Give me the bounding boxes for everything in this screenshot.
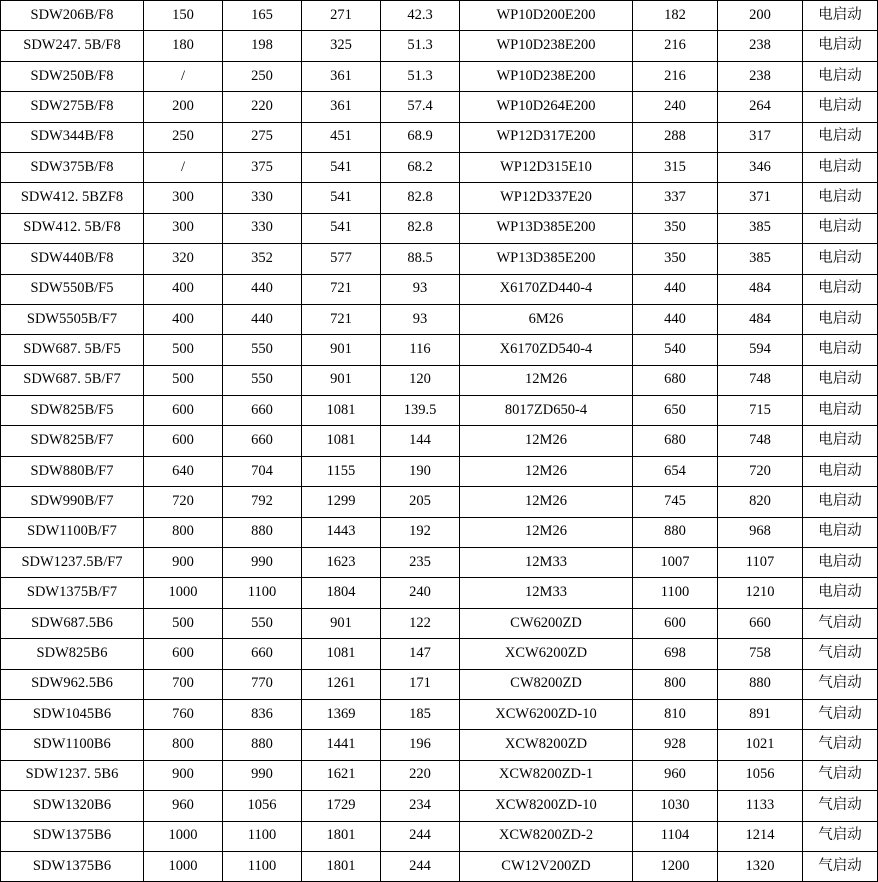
- cell-c2: 375: [223, 152, 302, 182]
- cell-c4: 120: [381, 365, 460, 395]
- cell-c3: 1621: [302, 760, 381, 790]
- cell-c2: 352: [223, 244, 302, 274]
- cell-c6: 594: [718, 335, 803, 365]
- cell-start-mode: 电启动: [803, 548, 878, 578]
- cell-c3: 1369: [302, 699, 381, 729]
- cell-start-mode: 气启动: [803, 791, 878, 821]
- cell-start-mode: 电启动: [803, 365, 878, 395]
- cell-engine: 8017ZD650-4: [460, 396, 633, 426]
- cell-c5: 240: [633, 92, 718, 122]
- table-row: [1, 1, 878, 31]
- cell-start-mode: 气启动: [803, 639, 878, 669]
- cell-model: SDW1237.5B/F7: [1, 548, 144, 578]
- cell-model: SDW825B/F7: [1, 426, 144, 456]
- cell-c5: 350: [633, 213, 718, 243]
- table-row: [1, 244, 878, 274]
- cell-c3: 901: [302, 365, 381, 395]
- cell-c6: 1214: [718, 821, 803, 851]
- cell-c4: 42.3: [381, 1, 460, 31]
- cell-c4: 220: [381, 760, 460, 790]
- cell-model: SDW825B6: [1, 639, 144, 669]
- cell-c4: 51.3: [381, 31, 460, 61]
- cell-c2: 660: [223, 396, 302, 426]
- cell-start-mode: 电启动: [803, 335, 878, 365]
- table-row: [1, 578, 878, 608]
- cell-c3: 1261: [302, 669, 381, 699]
- cell-c2: 440: [223, 304, 302, 334]
- table-row: [1, 639, 878, 669]
- table-row: [1, 608, 878, 638]
- cell-c1: 250: [144, 122, 223, 152]
- cell-model: SDW962.5B6: [1, 669, 144, 699]
- cell-c4: 68.2: [381, 152, 460, 182]
- cell-c4: 82.8: [381, 183, 460, 213]
- cell-c1: 200: [144, 92, 223, 122]
- cell-c5: 315: [633, 152, 718, 182]
- table-row: [1, 699, 878, 729]
- cell-c5: 654: [633, 456, 718, 486]
- cell-c5: 650: [633, 396, 718, 426]
- cell-c3: 901: [302, 335, 381, 365]
- cell-c3: 1804: [302, 578, 381, 608]
- cell-c3: 721: [302, 304, 381, 334]
- cell-engine: XCW8200ZD-2: [460, 821, 633, 851]
- table-row: [1, 517, 878, 547]
- cell-c5: 440: [633, 304, 718, 334]
- cell-engine: X6170ZD440-4: [460, 274, 633, 304]
- cell-c6: 385: [718, 213, 803, 243]
- cell-c5: 1104: [633, 821, 718, 851]
- table-row: [1, 760, 878, 790]
- cell-c2: 704: [223, 456, 302, 486]
- cell-c4: 185: [381, 699, 460, 729]
- table-row: [1, 152, 878, 182]
- table-row: [1, 365, 878, 395]
- cell-c4: 244: [381, 821, 460, 851]
- cell-c4: 88.5: [381, 244, 460, 274]
- cell-c4: 235: [381, 548, 460, 578]
- cell-c4: 147: [381, 639, 460, 669]
- cell-c5: 810: [633, 699, 718, 729]
- cell-c1: 180: [144, 31, 223, 61]
- cell-engine: CW12V200ZD: [460, 851, 633, 881]
- cell-c4: 93: [381, 274, 460, 304]
- cell-model: SDW990B/F7: [1, 487, 144, 517]
- cell-c6: 1056: [718, 760, 803, 790]
- cell-c5: 440: [633, 274, 718, 304]
- cell-c4: 234: [381, 791, 460, 821]
- table-row: [1, 31, 878, 61]
- cell-c4: 205: [381, 487, 460, 517]
- cell-start-mode: 电启动: [803, 244, 878, 274]
- cell-engine: WP12D315E10: [460, 152, 633, 182]
- cell-engine: WP10D264E200: [460, 92, 633, 122]
- cell-c4: 51.3: [381, 61, 460, 91]
- cell-c3: 1729: [302, 791, 381, 821]
- cell-model: SDW412. 5BZF8: [1, 183, 144, 213]
- cell-model: SDW687. 5B/F5: [1, 335, 144, 365]
- cell-c1: 1000: [144, 821, 223, 851]
- cell-engine: WP13D385E200: [460, 213, 633, 243]
- cell-c1: 700: [144, 669, 223, 699]
- cell-c5: 680: [633, 365, 718, 395]
- cell-c5: 800: [633, 669, 718, 699]
- cell-c5: 350: [633, 244, 718, 274]
- cell-model: SDW687.5B6: [1, 608, 144, 638]
- cell-engine: 12M33: [460, 548, 633, 578]
- cell-c1: 500: [144, 335, 223, 365]
- cell-c5: 600: [633, 608, 718, 638]
- cell-c5: 540: [633, 335, 718, 365]
- cell-engine: XCW6200ZD: [460, 639, 633, 669]
- cell-c4: 190: [381, 456, 460, 486]
- table-row: [1, 851, 878, 881]
- cell-c3: 1081: [302, 639, 381, 669]
- cell-model: SDW1375B6: [1, 821, 144, 851]
- cell-c5: 698: [633, 639, 718, 669]
- cell-model: SDW550B/F5: [1, 274, 144, 304]
- cell-start-mode: 气启动: [803, 608, 878, 638]
- cell-c3: 541: [302, 183, 381, 213]
- table-row: [1, 456, 878, 486]
- cell-c1: 1000: [144, 851, 223, 881]
- cell-c1: 960: [144, 791, 223, 821]
- cell-model: SDW1375B6: [1, 851, 144, 881]
- cell-c4: 116: [381, 335, 460, 365]
- cell-c6: 1320: [718, 851, 803, 881]
- cell-c3: 325: [302, 31, 381, 61]
- cell-c4: 93: [381, 304, 460, 334]
- table-row: [1, 487, 878, 517]
- cell-c1: 600: [144, 639, 223, 669]
- cell-c1: 320: [144, 244, 223, 274]
- table-row: [1, 92, 878, 122]
- cell-c6: 820: [718, 487, 803, 517]
- cell-c2: 1100: [223, 851, 302, 881]
- cell-c1: 900: [144, 760, 223, 790]
- cell-c1: 900: [144, 548, 223, 578]
- cell-start-mode: 电启动: [803, 274, 878, 304]
- cell-c1: 600: [144, 426, 223, 456]
- cell-c2: 220: [223, 92, 302, 122]
- cell-c6: 891: [718, 699, 803, 729]
- cell-c1: 300: [144, 213, 223, 243]
- cell-c1: 500: [144, 608, 223, 638]
- cell-c6: 715: [718, 396, 803, 426]
- cell-c1: 640: [144, 456, 223, 486]
- cell-model: SDW1320B6: [1, 791, 144, 821]
- cell-c3: 577: [302, 244, 381, 274]
- cell-c2: 550: [223, 335, 302, 365]
- cell-c2: 880: [223, 517, 302, 547]
- cell-c5: 960: [633, 760, 718, 790]
- table-row: [1, 183, 878, 213]
- cell-c2: 990: [223, 548, 302, 578]
- cell-start-mode: 电启动: [803, 213, 878, 243]
- cell-model: SDW412. 5B/F8: [1, 213, 144, 243]
- cell-engine: XCW6200ZD-10: [460, 699, 633, 729]
- cell-c6: 238: [718, 61, 803, 91]
- cell-model: SDW1100B6: [1, 730, 144, 760]
- cell-engine: 12M33: [460, 578, 633, 608]
- table-row: [1, 730, 878, 760]
- cell-c6: 264: [718, 92, 803, 122]
- cell-c5: 1030: [633, 791, 718, 821]
- cell-c2: 990: [223, 760, 302, 790]
- cell-model: SDW275B/F8: [1, 92, 144, 122]
- cell-engine: 12M26: [460, 456, 633, 486]
- cell-c3: 901: [302, 608, 381, 638]
- cell-c5: 928: [633, 730, 718, 760]
- cell-c4: 57.4: [381, 92, 460, 122]
- cell-c2: 330: [223, 213, 302, 243]
- cell-c3: 721: [302, 274, 381, 304]
- table-row: [1, 548, 878, 578]
- cell-c2: 440: [223, 274, 302, 304]
- cell-start-mode: 气启动: [803, 730, 878, 760]
- cell-c5: 680: [633, 426, 718, 456]
- cell-c2: 792: [223, 487, 302, 517]
- cell-start-mode: 电启动: [803, 31, 878, 61]
- table-row: [1, 61, 878, 91]
- cell-c2: 165: [223, 1, 302, 31]
- cell-start-mode: 电启动: [803, 304, 878, 334]
- cell-c2: 250: [223, 61, 302, 91]
- cell-c6: 385: [718, 244, 803, 274]
- cell-c2: 330: [223, 183, 302, 213]
- table-row: [1, 335, 878, 365]
- cell-engine: XCW8200ZD-1: [460, 760, 633, 790]
- cell-c4: 171: [381, 669, 460, 699]
- cell-c4: 196: [381, 730, 460, 760]
- cell-engine: 12M26: [460, 517, 633, 547]
- cell-c1: 800: [144, 730, 223, 760]
- cell-model: SDW250B/F8: [1, 61, 144, 91]
- cell-model: SDW1100B/F7: [1, 517, 144, 547]
- cell-model: SDW1375B/F7: [1, 578, 144, 608]
- cell-c3: 1299: [302, 487, 381, 517]
- cell-engine: XCW8200ZD-10: [460, 791, 633, 821]
- cell-model: SDW1045B6: [1, 699, 144, 729]
- cell-engine: WP10D238E200: [460, 61, 633, 91]
- cell-c2: 1100: [223, 821, 302, 851]
- cell-c3: 1441: [302, 730, 381, 760]
- cell-c1: 800: [144, 517, 223, 547]
- cell-engine: 12M26: [460, 487, 633, 517]
- cell-c2: 660: [223, 639, 302, 669]
- cell-engine: WP12D337E20: [460, 183, 633, 213]
- table-row: [1, 122, 878, 152]
- table-row: [1, 821, 878, 851]
- cell-c6: 1210: [718, 578, 803, 608]
- cell-engine: CW8200ZD: [460, 669, 633, 699]
- cell-c6: 484: [718, 274, 803, 304]
- cell-start-mode: 气启动: [803, 699, 878, 729]
- cell-c2: 550: [223, 365, 302, 395]
- cell-model: SDW375B/F8: [1, 152, 144, 182]
- cell-c4: 68.9: [381, 122, 460, 152]
- cell-c5: 1100: [633, 578, 718, 608]
- cell-model: SDW825B/F5: [1, 396, 144, 426]
- cell-c3: 1801: [302, 851, 381, 881]
- cell-engine: XCW8200ZD: [460, 730, 633, 760]
- cell-c4: 244: [381, 851, 460, 881]
- cell-start-mode: 电启动: [803, 152, 878, 182]
- cell-c3: 271: [302, 1, 381, 31]
- cell-c5: 1007: [633, 548, 718, 578]
- cell-engine: 12M26: [460, 365, 633, 395]
- cell-c6: 1133: [718, 791, 803, 821]
- cell-engine: 12M26: [460, 426, 633, 456]
- cell-c6: 317: [718, 122, 803, 152]
- table-row: [1, 274, 878, 304]
- cell-c2: 660: [223, 426, 302, 456]
- cell-model: SDW440B/F8: [1, 244, 144, 274]
- cell-c6: 484: [718, 304, 803, 334]
- table-row: [1, 396, 878, 426]
- cell-c6: 660: [718, 608, 803, 638]
- cell-c5: 1200: [633, 851, 718, 881]
- cell-c3: 1801: [302, 821, 381, 851]
- table-row: [1, 304, 878, 334]
- cell-start-mode: 气启动: [803, 669, 878, 699]
- cell-c5: 216: [633, 31, 718, 61]
- cell-start-mode: 气启动: [803, 851, 878, 881]
- cell-engine: WP10D238E200: [460, 31, 633, 61]
- cell-c6: 720: [718, 456, 803, 486]
- cell-engine: WP10D200E200: [460, 1, 633, 31]
- cell-c1: 500: [144, 365, 223, 395]
- cell-model: SDW880B/F7: [1, 456, 144, 486]
- cell-c6: 1107: [718, 548, 803, 578]
- cell-start-mode: 电启动: [803, 92, 878, 122]
- cell-start-mode: 电启动: [803, 61, 878, 91]
- cell-model: SDW1237. 5B6: [1, 760, 144, 790]
- cell-c6: 880: [718, 669, 803, 699]
- cell-start-mode: 电启动: [803, 396, 878, 426]
- cell-start-mode: 电启动: [803, 456, 878, 486]
- cell-c3: 1081: [302, 426, 381, 456]
- cell-c6: 1021: [718, 730, 803, 760]
- cell-engine: WP13D385E200: [460, 244, 633, 274]
- cell-c1: 300: [144, 183, 223, 213]
- cell-engine: WP12D317E200: [460, 122, 633, 152]
- cell-c6: 371: [718, 183, 803, 213]
- table-row: [1, 791, 878, 821]
- cell-start-mode: 气启动: [803, 821, 878, 851]
- cell-start-mode: 电启动: [803, 487, 878, 517]
- cell-c4: 192: [381, 517, 460, 547]
- cell-c5: 745: [633, 487, 718, 517]
- cell-start-mode: 电启动: [803, 517, 878, 547]
- cell-c5: 337: [633, 183, 718, 213]
- cell-c6: 758: [718, 639, 803, 669]
- cell-c6: 748: [718, 426, 803, 456]
- cell-c2: 836: [223, 699, 302, 729]
- cell-c1: 720: [144, 487, 223, 517]
- cell-c1: /: [144, 61, 223, 91]
- cell-c4: 122: [381, 608, 460, 638]
- cell-c1: 150: [144, 1, 223, 31]
- cell-c2: 880: [223, 730, 302, 760]
- table-body: [1, 1, 878, 882]
- cell-c2: 198: [223, 31, 302, 61]
- cell-c5: 216: [633, 61, 718, 91]
- cell-c1: 600: [144, 396, 223, 426]
- cell-c6: 748: [718, 365, 803, 395]
- cell-engine: 6M26: [460, 304, 633, 334]
- cell-model: SDW5505B/F7: [1, 304, 144, 334]
- cell-c3: 451: [302, 122, 381, 152]
- cell-c6: 200: [718, 1, 803, 31]
- cell-c1: 760: [144, 699, 223, 729]
- table-row: [1, 669, 878, 699]
- cell-c4: 144: [381, 426, 460, 456]
- cell-start-mode: 电启动: [803, 578, 878, 608]
- cell-c5: 880: [633, 517, 718, 547]
- cell-c2: 550: [223, 608, 302, 638]
- cell-c1: 400: [144, 274, 223, 304]
- cell-c6: 968: [718, 517, 803, 547]
- cell-start-mode: 电启动: [803, 122, 878, 152]
- cell-start-mode: 电启动: [803, 1, 878, 31]
- cell-c6: 238: [718, 31, 803, 61]
- cell-c5: 288: [633, 122, 718, 152]
- cell-c2: 1056: [223, 791, 302, 821]
- cell-model: SDW206B/F8: [1, 1, 144, 31]
- cell-c1: 400: [144, 304, 223, 334]
- cell-c4: 139.5: [381, 396, 460, 426]
- cell-start-mode: 电启动: [803, 426, 878, 456]
- cell-start-mode: 电启动: [803, 183, 878, 213]
- cell-c3: 1081: [302, 396, 381, 426]
- cell-c3: 1623: [302, 548, 381, 578]
- cell-c3: 1443: [302, 517, 381, 547]
- cell-c5: 182: [633, 1, 718, 31]
- cell-c1: 1000: [144, 578, 223, 608]
- table-row: [1, 213, 878, 243]
- cell-model: SDW687. 5B/F7: [1, 365, 144, 395]
- cell-model: SDW344B/F8: [1, 122, 144, 152]
- cell-c2: 275: [223, 122, 302, 152]
- cell-c2: 770: [223, 669, 302, 699]
- cell-engine: CW6200ZD: [460, 608, 633, 638]
- cell-c1: /: [144, 152, 223, 182]
- cell-start-mode: 气启动: [803, 760, 878, 790]
- cell-c6: 346: [718, 152, 803, 182]
- cell-c3: 361: [302, 92, 381, 122]
- cell-c3: 361: [302, 61, 381, 91]
- cell-c4: 240: [381, 578, 460, 608]
- table-row: [1, 426, 878, 456]
- cell-c3: 1155: [302, 456, 381, 486]
- cell-c2: 1100: [223, 578, 302, 608]
- cell-c3: 541: [302, 213, 381, 243]
- cell-model: SDW247. 5B/F8: [1, 31, 144, 61]
- cell-c4: 82.8: [381, 213, 460, 243]
- cell-engine: X6170ZD540-4: [460, 335, 633, 365]
- cell-c3: 541: [302, 152, 381, 182]
